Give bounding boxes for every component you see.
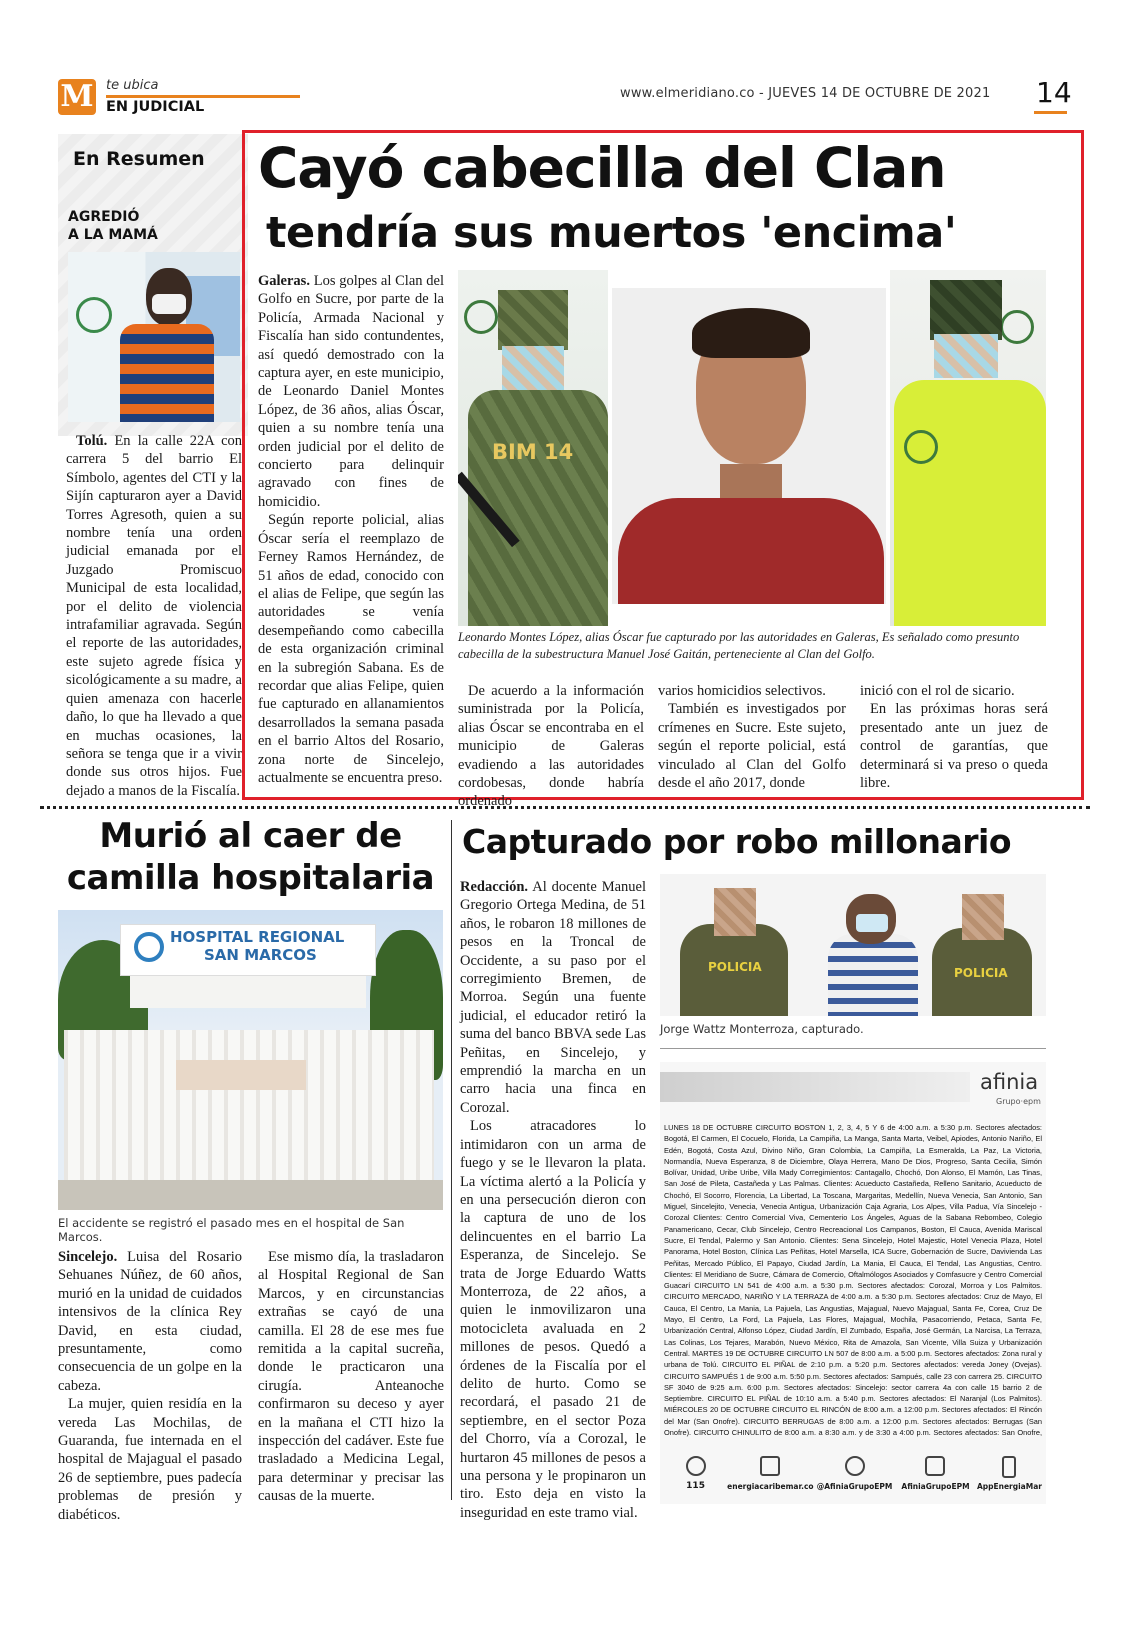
main-photo-caption: Leonardo Montes López, alias Óscar fue capturado por las autoridades en Galeras, Es señalado como presunto cabecilla de la subestructura Manuel José Gaitán, perteneciente al Clan del Golfo. <box>458 630 1020 661</box>
section-name: EN JUDICIAL <box>106 99 205 115</box>
main-c2: De acuerdo a la información suministrada por la Policía, alias Óscar se encontraba en el municipio de Galeras evadiendo a las autoridades cordobesas, donde habría ordenado <box>458 683 644 810</box>
hospital-dateline: Sincelejo. <box>58 1249 118 1265</box>
main-dateline: Galeras. <box>258 273 310 289</box>
phone-icon <box>1002 1456 1016 1478</box>
contact-item <box>896 1456 975 1502</box>
hospital-p3: Ese mismo día, la trasladaron al Hospital Regional de San Marcos, y en circunstancias extrañas se cayó de una camilla. El 28 de ese mes fue remitida a la capital sucreña, donde le practicaron una cirugía. Anteanoche confirmaron su deceso y ayer en la mañana el CTI hizo la inspección del cadáver. Este fue trasladado a Medicina Legal, para determinar y precisar las causas de la muerte. <box>258 1249 444 1505</box>
main-headline-1: Cayó cabecilla del Clan <box>258 136 946 200</box>
sidebar-text: En la calle 22A con carrera 5 del barrio El Símbolo, agentes del CTI y la Sijín capturaron ayer a David Torres Agresoth, quien a su nombre tenía una orden judicial emanada por el Juzgado Promiscuo Municipal de esta localidad, por el delito de violencia intrafamiliar agravada. Según el reporte de las autoridades, este sujeto agrede física y sicológicamente a su madre, a quien amenaza con hacerle daño, lo que ha llevado a que en muchas ocasiones, la señora se tenga que ir a vivir donde sus otros hijos. Fue dejado a manos de la Fiscalía. <box>66 433 243 799</box>
hospital-col-2 <box>258 1248 444 1506</box>
main-col-4 <box>860 682 1048 792</box>
robo-vest-left: POLICIA <box>708 960 762 974</box>
section-divider <box>40 806 1090 809</box>
ad-contacts <box>664 1456 1044 1502</box>
vest-label: BIM 14 <box>492 440 574 464</box>
robo-caption-rule <box>660 1048 1046 1049</box>
main-p1: Los golpes al Clan del Golfo en Sucre, por parte de la Policía, Armada Nacional y Fiscalía han sido contundentes, así quedó demostrado con la captura ayer, en este municipio, de Leonardo Daniel Montes López, de 36 años, alias Óscar, quien a su nombre tenía una orden judicial por el delito de concierto para delinquir agravado con fines de homicidio. <box>258 273 445 510</box>
contact-item <box>975 1456 1044 1502</box>
twitter-icon <box>845 1456 865 1476</box>
main-col-2 <box>458 682 644 811</box>
main-col-3 <box>658 682 846 792</box>
sidebar-dateline: Tolú. <box>76 433 108 449</box>
sidebar-photo <box>68 252 240 422</box>
robo-col <box>460 878 646 1522</box>
main-c4a: inició con el rol de sicario. <box>860 683 1015 699</box>
robo-vest-right: POLICIA <box>954 966 1008 980</box>
sidebar-kicker: AGREDIÓ A LA MAMÁ <box>68 209 158 243</box>
headset-icon <box>686 1456 706 1476</box>
main-p2: Según reporte policial, alias Óscar sería el reemplazo de Ferney Ramos Hernández, de 51 años de edad, conocido con el alias de Felipe, que según las autoridades se venía desempeñando como cabecilla de esta organización criminal en la subregión Sabana. Es de recordar que alias Felipe, quien fue capturado en allanamientos desarrollados la semana pasada en el barrio Altos del Rosario, zona norte de Sincelejo, actualmente se encuentra preso. <box>258 512 444 786</box>
main-c4b: En las próximas horas será presentado ante un juez de control de garantías, que determinará si va preso o queda libre. <box>860 701 1048 792</box>
robo-p1: Al docente Manuel Gregorio Ortega Medina, de 51 años, le robaron 18 millones de pesos en la Troncal de Occidente, a su paso por el corregimiento Bremen, de Morroa. Según una fuente judicial, el educador retiró la suma del banco BBVA sede Las Peñitas, en Sincelejo, y emprendió la marcha en un carro hacia una finca en Corozal. <box>460 879 646 1116</box>
robo-caption: Jorge Wattz Monterroza, capturado. <box>660 1022 864 1036</box>
hospital-p2: La mujer, quien residía en la vereda Las Mochilas, de Guaranda, fue internada en el hospital de Majagual el pasado 26 de septiembre, pues padecía problemas de presión y diabéticos. <box>58 1396 242 1523</box>
robo-photo <box>660 874 1046 1016</box>
main-photo-left <box>458 270 608 626</box>
hospital-headline-1: Murió al caer de <box>99 816 402 856</box>
contact-label: energiacaribemar.co <box>727 1482 814 1491</box>
column-divider <box>451 820 452 1500</box>
contact-label: AfiniaGrupoEPM <box>901 1482 970 1491</box>
afinia-logo: afinia <box>980 1070 1039 1094</box>
robo-headline: Capturado por robo millonario <box>462 822 1011 861</box>
main-col-1 <box>258 272 444 787</box>
hospital-caption: El accidente se registró el pasado mes en el hospital de San Marcos. <box>58 1216 405 1244</box>
page-number: 14 <box>1036 76 1072 109</box>
robo-p2: Los atracadores lo intimidaron con un arma de fuego y se le llevaron la plata. La víctima alertó a la Policía y en una persecución dieron con la captura de uno de los delincuentes en el barrio La Esperanza, de Sincelejo. Se trata de Jorge Eduardo Watts Monterroza, de 22 años, a quien le inmovilizaron una motocicleta avaluada en 2 millones de pesos. Quedó a órdenes de la Fiscalía por el delito de hurto. Como se recordará, el pasado 21 de septiembre, en el sector Poza del Chorro, vía a Corozal, le hurtaron 45 millones de pesos a una persona y le propinaron un tiro. Esto deja en visto la inseguridad en este tramo vial. <box>460 1118 646 1521</box>
masthead-logo: M <box>58 79 96 115</box>
main-photo-right <box>890 270 1046 626</box>
main-photo-center <box>608 288 890 604</box>
contact-item <box>664 1456 727 1502</box>
contact-label: @AfiniaGrupoEPM <box>816 1482 893 1491</box>
afinia-sub: Grupo·epm <box>996 1097 1041 1106</box>
contact-label: AppEnergiaMar <box>976 1482 1042 1491</box>
hospital-sign-1: HOSPITAL REGIONAL <box>170 928 345 946</box>
hospital-p1: Luisa del Rosario Sehuanes Núñez, de 60 años, murió en la unidad de cuidados intensivos de la clínica Rey David, en esta ciudad, presuntamente, como consecuencia de un golpe en la cabeza. <box>58 1249 242 1394</box>
main-c3a: varios homicidios selectivos. <box>658 683 826 699</box>
header-rule <box>106 95 300 98</box>
ad-banner-bar <box>660 1072 970 1102</box>
page-number-rule <box>1034 111 1067 114</box>
hospital-photo <box>58 910 443 1210</box>
sidebar-title: En Resumen <box>73 148 205 170</box>
facebook-icon <box>925 1456 945 1476</box>
hospital-col-1 <box>58 1248 242 1524</box>
main-headline-2: tendría sus muertos 'encima' <box>266 208 957 258</box>
header-tagline: te ubica <box>106 78 159 93</box>
contact-label: 115 <box>686 1481 705 1491</box>
hospital-sign-2: SAN MARCOS <box>204 946 317 964</box>
sidebar-body <box>66 432 242 800</box>
ad-schedule: LUNES 18 DE OCTUBRE CIRCUITO BOSTON 1, 2, 3, 4, 5 Y 6 de 4:00 a.m. a 5:30 p.m. Sectores afectados: Bogotá, El Carmen, El Cocuelo, Florida, La Campiña, La Manga, Santa Marta, Veibel, Apiodes, Antonio Nariño, El Edén, Bogotá, Costa Azul, Divino Niño, Gran Colombia, La Campiña, La Esmeralda, La Paz, La Victoria, Normandía, Nueva Esperanza, 8 de Diciembre, Olaya Herrera, Mano De Dios, Progreso, Santa Cecilia, Simón Bolívar, Unidad, Uribe Uribe, Villa Mady Corregimientos: Cantagallo, Chochó, Don Alonso, El Mamón, Las Tinas, San José de Pileta, Castañeda y Las Palmas. Clientes: Acueducto Castañeda, Relleno Sanitario, Acueducto de Chochó, El Socorro, Florencia, La Libertad, La Toscana, Margaritas, Medellín, Nueva Venecia, San Antonio, San Miguel, Sincelejito, Venecia, Venecia Antigua, Urbanización Caja Agraria, Los Alpes, Villa Padua, Vía Sincelejo - Corozal Clientes: Centro Comercial Viva, Cementerio Los Ángeles, Aguas de la Sabana Rebombeo, Colegio Panamericano, Cecar, Club Sincelejo, Centro Recreacional Los Campanos, Boston, El Cauca, Avenida Mariscal Sucre, El Tendal, Palermo y San Antonio. Clientes: Sena Sincelejo, Hotel Majestic, Hotel Venecia Plaza, Hotel Panorama, Hotel Boston, Clínica Las Peñitas, Hotel Marsella, ICA Sucre, Gobernación de Sucre, Davivienda Las Peñitas, Mercado Público, El Papayo, Ciudad Jardín, La Mania, El Cauca, El Tendal, Las Angustias, Centro. Clientes: El Meridiano de Sucre, Cámara de Comercio, Oftalmólogos Asociados y Comfasucre y Centro Comercial Guacarí CIRCUITO LN 541 de 4:00 a.m. a 5:30 p.m. Sectores afectados: Corozal, Morroa y Los Palmitos. CIRCUITO MERCADO, NARIÑO Y LA TERRAZA de 4:00 a.m. a 5:30 p.m. Sectores afectados: Cruz de Mayo, El Cauca, El Centro, La Mania, La Pajuela, Las Angustias, Majagual, Nuevo Majagual, Santa Fe, Corea, Cruz De Mayo, El Centro, La Ford, La Pajuela, Las Flores, Majagual, Mochila, Pasacorriendo, Petaca, Santa Fe, Urbanización Central, Alfonso López, Ciudad Jardín, El Zumbado, España, José Germán, La Narcisa, La Terraza, Las Colinas, Los Tejares, Marabón, Nuevo México, Rita de Amazola, San Vicente, Villa Suiza y Urbanización Central. MARTES 19 DE OCTUBRE CIRCUITO LN 507 de 8:00 a.m. a 5:00 p.m. Sectores afectados: Zona rural y urbana de Tolú. CIRCUITO EL PIÑAL de 2:10 p.m. a 5:20 p.m. Sectores afectados: vereda Joney (Ovejas). CIRCUITO SAMPUÉS 1 de 9:00 a.m. 5:50 p.m. Sectores afectados: Sampués, calle 23 con carrera 25. CIRCUITO SF 3040 de 9:25 a.m. 6:00 p.m. Sectores afectados: Sincelejo: sector carrera 4a con calle 15 barrio 2 de Septiembre. CIRCUITO EL PIÑAL de 10:10 a.m. a 5:40 p.m. Sectores afectados: El Naranjal (Los Palmitos). MIÉRCOLES 20 DE OCTUBRE CIRCUITO EL RINCÓN de 8:00 a.m. a 12:00 p.m. Sectores afectados: El Rincón del Mar (San Onofre). CIRCUITO BERRUGAS de 8:00 a.m. a 12:00 p.m. Sectores afectados: Berrugas (San Onofre). CIRCUITO CHINULITO de 8:00 a.m. a 8:30 a.m. y de 3:30 a 4:00 p.m. Sectores afectados: San Onofre, <box>664 1123 1042 1438</box>
contact-item <box>813 1456 896 1502</box>
web-icon <box>760 1456 780 1476</box>
site-date: www.elmeridiano.co - JUEVES 14 DE OCTUBRE DE 2021 <box>620 86 991 101</box>
robo-dateline: Redacción. <box>460 879 529 895</box>
contact-item <box>727 1456 813 1502</box>
hospital-headline-2: camilla hospitalaria <box>66 858 435 898</box>
main-c3b: También es investigados por crímenes en Sucre. Este sujeto, según el reporte policial, está vinculado al Clan del Golfo desde el año 2017, donde <box>658 701 846 792</box>
